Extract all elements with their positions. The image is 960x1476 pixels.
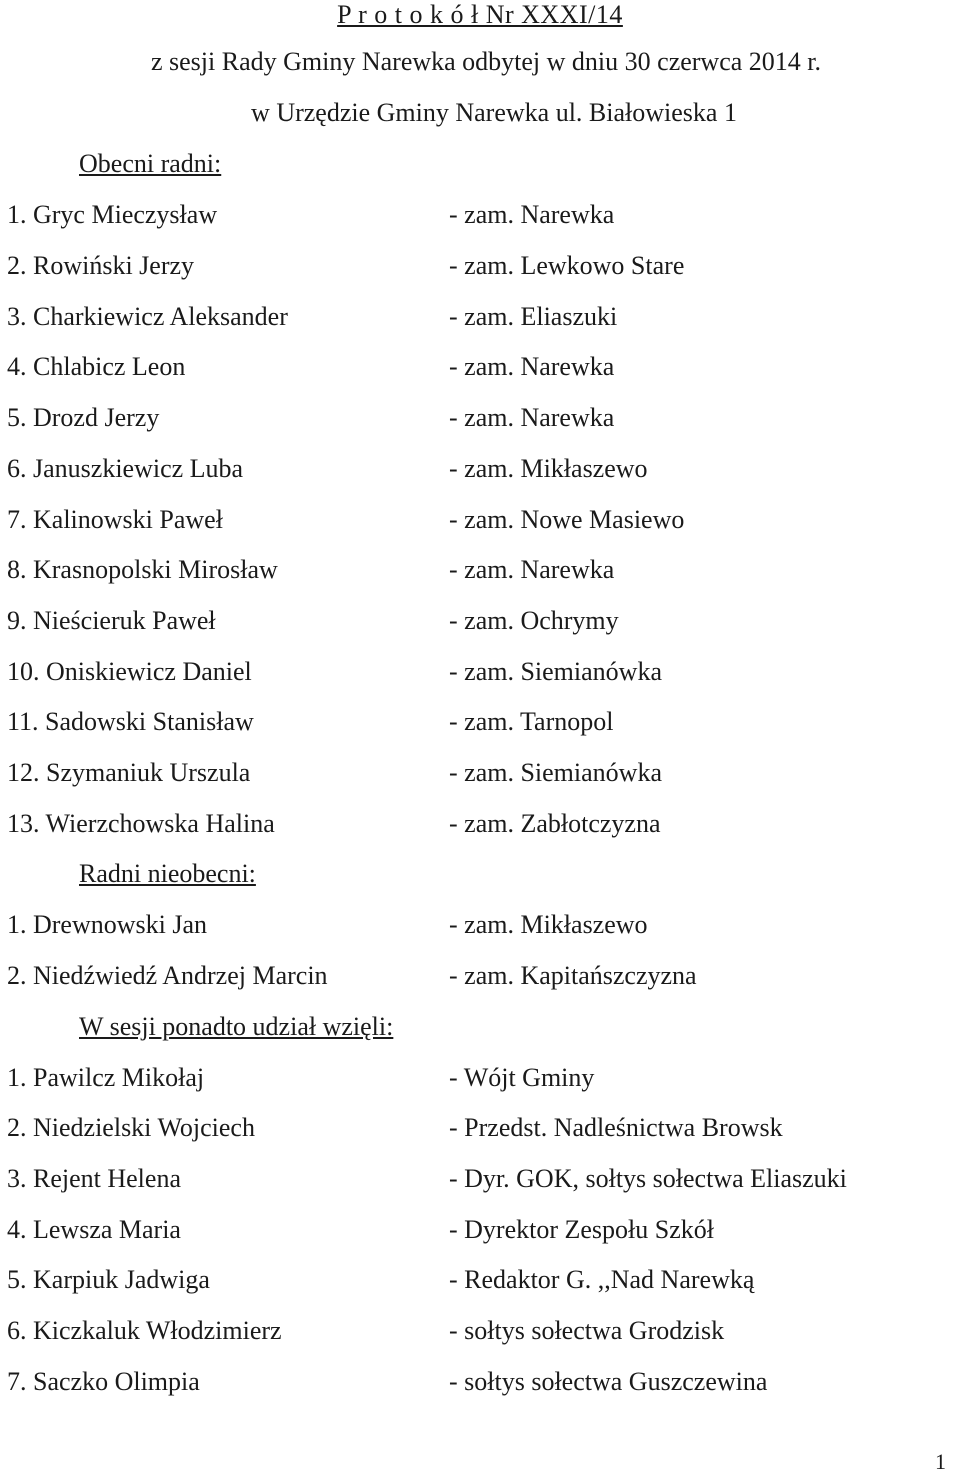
person-info: - zam. Zabłotczyzna — [449, 809, 661, 838]
person-name: 7. Kalinowski Paweł — [7, 505, 223, 534]
list-item — [7, 251, 947, 281]
person-name: 4. Chlabicz Leon — [7, 352, 186, 381]
list-item — [7, 403, 947, 433]
list-item — [7, 454, 947, 484]
person-info: - zam. Narewka — [449, 200, 615, 229]
person-name: 3. Charkiewicz Aleksander — [7, 302, 288, 331]
person-name: 13. Wierzchowska Halina — [7, 809, 275, 838]
list-item — [7, 707, 947, 737]
person-info: - zam. Narewka — [449, 352, 615, 381]
person-info: - zam. Kapitańszczyzna — [449, 961, 697, 990]
person-info: - zam. Narewka — [449, 403, 615, 432]
guests-heading: W sesji ponadto udział wzięli: — [79, 1012, 394, 1041]
person-name: 7. Saczko Olimpia — [7, 1367, 200, 1396]
list-item — [7, 1367, 947, 1397]
person-info: - Dyrektor Zespołu Szkół — [449, 1215, 715, 1244]
person-info: - Dyr. GOK, sołtys sołectwa Eliaszuki — [449, 1164, 847, 1193]
person-name: 6. Januszkiewicz Luba — [7, 454, 244, 483]
list-item — [7, 657, 947, 687]
list-item — [7, 302, 947, 332]
person-info: - zam. Narewka — [449, 555, 615, 584]
session-line: z sesji Rady Gminy Narewka odbytej w dniu 30 czerwca 2014 r. — [150, 47, 822, 76]
person-name: 11. Sadowski Stanisław — [7, 707, 254, 736]
list-item — [7, 1164, 947, 1194]
list-item — [7, 555, 947, 585]
present-heading: Obecni radni: — [79, 149, 222, 178]
person-info: - zam. Siemianówka — [449, 758, 662, 787]
list-item — [7, 200, 947, 230]
person-name: 3. Rejent Helena — [7, 1164, 181, 1193]
person-info: - zam. Mikłaszewo — [449, 910, 648, 939]
person-info: - zam. Mikłaszewo — [449, 454, 648, 483]
list-item — [7, 606, 947, 636]
person-name: 2. Niedzielski Wojciech — [7, 1113, 255, 1142]
list-item — [7, 1063, 947, 1093]
person-name: 12. Szymaniuk Urszula — [7, 758, 251, 787]
person-info: - sołtys sołectwa Grodzisk — [449, 1316, 725, 1345]
document-title: P r o t o k ó ł Nr XXXI/14 — [337, 0, 623, 29]
person-info: - sołtys sołectwa Guszczewina — [449, 1367, 768, 1396]
person-info: - zam. Eliaszuki — [449, 302, 618, 331]
person-name: 9. Nieścieruk Paweł — [7, 606, 216, 635]
person-name: 2. Niedźwiedź Andrzej Marcin — [7, 961, 328, 990]
person-info: - zam. Ochrymy — [449, 606, 619, 635]
person-name: 1. Drewnowski Jan — [7, 910, 208, 939]
person-name: 1. Pawilcz Mikołaj — [7, 1063, 205, 1092]
list-item — [7, 505, 947, 535]
page-number: 1 — [935, 1449, 946, 1474]
list-item — [7, 910, 947, 940]
person-name: 5. Drozd Jerzy — [7, 403, 160, 432]
person-info: - zam. Siemianówka — [449, 657, 662, 686]
list-item — [7, 961, 947, 991]
person-info: - Wójt Gminy — [449, 1063, 595, 1092]
person-name: 6. Kiczkaluk Włodzimierz — [7, 1316, 282, 1345]
person-info: - zam. Lewkowo Stare — [449, 251, 685, 280]
absent-heading: Radni nieobecni: — [79, 859, 256, 888]
person-name: 2. Rowiński Jerzy — [7, 251, 195, 280]
list-item — [7, 1265, 947, 1295]
person-name: 4. Lewsza Maria — [7, 1215, 181, 1244]
list-item — [7, 1113, 947, 1143]
list-item — [7, 352, 947, 382]
person-info: - zam. Nowe Masiewo — [449, 505, 685, 534]
person-name: 8. Krasnopolski Mirosław — [7, 555, 278, 584]
location-line: w Urzędzie Gminy Narewka ul. Białowieska 1 — [251, 98, 737, 127]
person-name: 1. Gryc Mieczysław — [7, 200, 218, 229]
person-name: 5. Karpiuk Jadwiga — [7, 1265, 210, 1294]
list-item — [7, 1316, 947, 1346]
list-item — [7, 809, 947, 839]
person-info: - Redaktor G. ,,Nad Narewką — [449, 1265, 755, 1294]
list-item — [7, 758, 947, 788]
person-name: 10. Oniskiewicz Daniel — [7, 657, 252, 686]
person-info: - zam. Tarnopol — [449, 707, 614, 736]
person-info: - Przedst. Nadleśnictwa Browsk — [449, 1113, 783, 1142]
list-item — [7, 1215, 947, 1245]
